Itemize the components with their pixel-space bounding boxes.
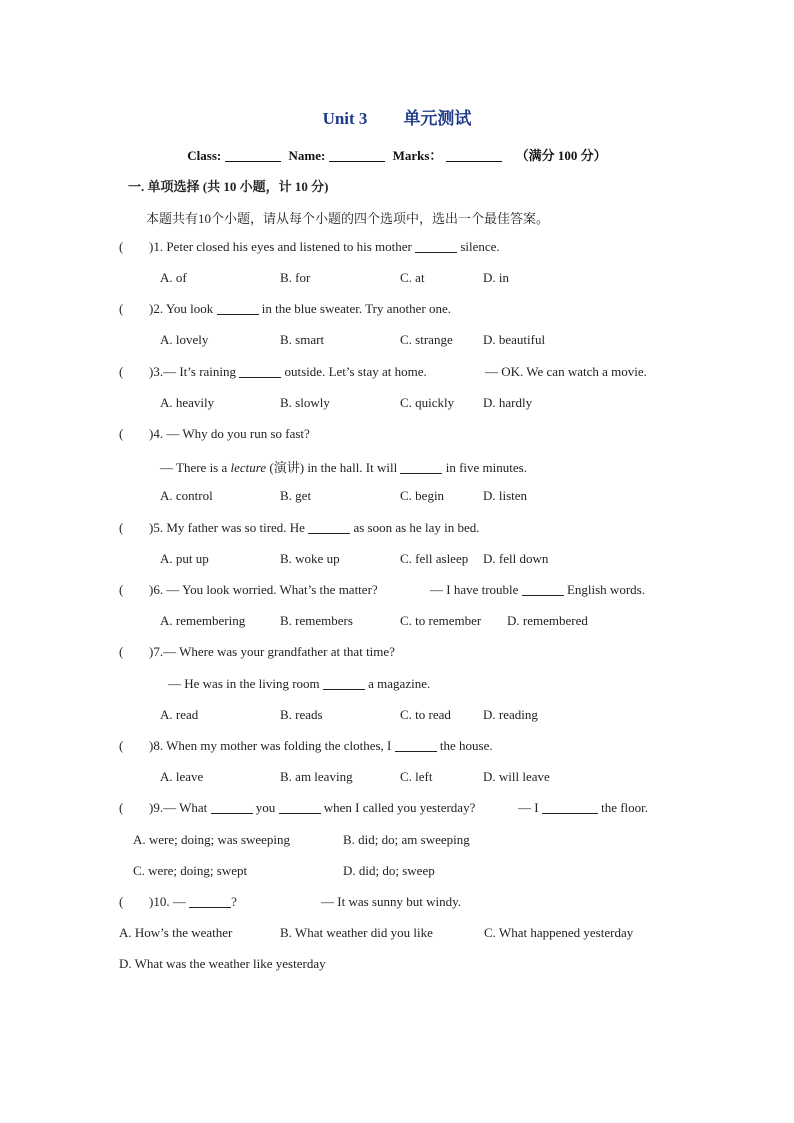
question-text: )5. My father was so tired. He xyxy=(149,520,309,535)
question-4-line-2 xyxy=(160,457,527,476)
answer-blank xyxy=(211,801,253,814)
question-text: )3.— It’s raining xyxy=(149,364,240,379)
question-6-reply xyxy=(430,582,645,598)
question-5 xyxy=(119,520,479,536)
test-name: 单元测试 xyxy=(403,109,472,128)
answer-blank xyxy=(395,739,437,752)
question-reply: — It was sunny but windy. xyxy=(321,894,461,909)
answer-paren[interactable]: ( xyxy=(119,364,124,379)
answer-blank xyxy=(323,677,365,690)
option-b: B. slowly xyxy=(280,395,330,410)
option-d: D. in xyxy=(483,270,509,285)
question-text: — He was in the living room xyxy=(168,676,323,691)
question-2 xyxy=(119,301,451,317)
question-text: )9.— What xyxy=(149,800,211,815)
question-reply: — OK. We can watch a movie. xyxy=(485,364,647,379)
answer-blank xyxy=(308,521,350,534)
answer-blank xyxy=(415,240,457,253)
answer-blank xyxy=(279,801,321,814)
option-c: C. to remember xyxy=(400,613,482,628)
answer-blank xyxy=(522,583,564,596)
question-4 xyxy=(119,426,310,442)
question-1 xyxy=(119,239,500,255)
italic-word: lecture xyxy=(230,460,267,475)
option-d: D. listen xyxy=(483,488,528,503)
option-a: A. put up xyxy=(160,551,209,566)
option-d: D. will leave xyxy=(483,769,550,784)
answer-blank xyxy=(542,801,598,814)
name-label: Name: xyxy=(288,148,326,163)
option-c: C. at xyxy=(400,270,425,285)
question-text: — I have trouble xyxy=(430,582,522,597)
question-text: ? xyxy=(231,894,237,909)
option-a: A. lovely xyxy=(160,332,209,347)
option-c: C. were; doing; swept xyxy=(133,863,248,878)
section-instructions: 本题共有10个小题，请从每个小题的四个选项中，选出一个最佳答案。 xyxy=(146,211,550,226)
option-b: B. smart xyxy=(280,332,325,347)
question-text: )10. — xyxy=(149,894,190,909)
answer-blank xyxy=(189,895,231,908)
question-text: outside. Let’s stay at home. xyxy=(281,364,427,379)
answer-paren[interactable]: ( xyxy=(119,426,124,441)
question-3 xyxy=(119,364,427,380)
question-text: — I xyxy=(518,800,542,815)
question-9 xyxy=(119,800,475,816)
unit-label: Unit 3 xyxy=(322,109,368,128)
option-b: B. am leaving xyxy=(280,769,353,784)
answer-blank xyxy=(239,365,281,378)
page-title xyxy=(0,104,794,129)
marks-label: Marks： xyxy=(392,148,443,163)
option-b: B. did; do; am sweeping xyxy=(343,832,470,847)
question-text: silence. xyxy=(457,239,500,254)
option-a: A. of xyxy=(160,270,187,285)
option-a: A. How’s the weather xyxy=(119,925,233,940)
question-7-line-2 xyxy=(168,676,430,692)
answer-paren[interactable]: ( xyxy=(119,738,124,753)
question-text: )7.— Where was your grandfather at that time? xyxy=(149,644,395,659)
question-text: (演讲) in the hall. It will xyxy=(266,460,401,475)
answer-paren[interactable]: ( xyxy=(119,894,124,909)
option-d: D. fell down xyxy=(483,551,549,566)
answer-paren[interactable]: ( xyxy=(119,582,124,597)
option-d: D. beautiful xyxy=(483,332,546,347)
question-text: the floor. xyxy=(597,800,649,815)
question-text: — There is a xyxy=(160,460,231,475)
option-b: B. woke up xyxy=(280,551,340,566)
question-text: )8. When my mother was folding the clothes, I xyxy=(149,738,395,753)
question-text: in the blue sweater. Try another one. xyxy=(258,301,451,316)
option-a: A. heavily xyxy=(160,395,215,410)
question-text: you xyxy=(252,800,279,815)
question-text: English words. xyxy=(563,582,645,597)
option-c: C. to read xyxy=(400,707,451,722)
option-d: D. remembered xyxy=(507,613,588,628)
option-d: D. hardly xyxy=(483,395,533,410)
option-c: C. strange xyxy=(400,332,453,347)
option-b: B. get xyxy=(280,488,312,503)
option-a: A. control xyxy=(160,488,213,503)
answer-paren[interactable]: ( xyxy=(119,301,124,316)
question-text: )4. — Why do you run so fast? xyxy=(149,426,310,441)
option-c: C. left xyxy=(400,769,433,784)
question-text: )6. — You look worried. What’s the matter? xyxy=(149,582,378,597)
question-text: a magazine. xyxy=(364,676,431,691)
option-b: B. for xyxy=(280,270,311,285)
option-c: C. fell asleep xyxy=(400,551,469,566)
question-text: )2. You look xyxy=(149,301,217,316)
option-b: B. remembers xyxy=(280,613,353,628)
question-7 xyxy=(119,644,395,660)
answer-paren[interactable]: ( xyxy=(119,800,124,815)
option-a: A. leave xyxy=(160,769,204,784)
option-a: A. were; doing; was sweeping xyxy=(133,832,291,847)
question-9-reply xyxy=(518,800,648,816)
option-c: C. begin xyxy=(400,488,445,503)
question-text: as soon as he lay in bed. xyxy=(350,520,480,535)
answer-blank xyxy=(217,302,259,315)
option-b: B. reads xyxy=(280,707,323,722)
answer-paren[interactable]: ( xyxy=(119,520,124,535)
full-score-note: （满分 100 分） xyxy=(515,148,607,163)
class-label: Class: xyxy=(187,148,222,163)
option-a: A. read xyxy=(160,707,199,722)
question-10 xyxy=(119,894,237,910)
answer-paren[interactable]: ( xyxy=(119,239,124,254)
question-6 xyxy=(119,582,378,598)
option-a: A. remembering xyxy=(160,613,246,628)
option-c: C. quickly xyxy=(400,395,455,410)
question-text: the house. xyxy=(436,738,493,753)
option-c: C. What happened yesterday xyxy=(484,925,634,940)
answer-blank xyxy=(400,461,442,474)
question-8 xyxy=(119,738,493,754)
marks-blank[interactable] xyxy=(446,149,502,162)
name-blank[interactable] xyxy=(329,149,385,162)
question-text: )1. Peter closed his eyes and listened to his mother xyxy=(149,239,416,254)
option-b: B. What weather did you like xyxy=(280,925,433,940)
option-d: D. did; do; sweep xyxy=(343,863,435,878)
class-blank[interactable] xyxy=(225,149,281,162)
answer-paren[interactable]: ( xyxy=(119,644,124,659)
question-text: in five minutes. xyxy=(442,460,527,475)
student-info-line xyxy=(0,145,794,164)
section-heading: 一. 单项选择 (共 10 小题，计 10 分) xyxy=(128,179,329,194)
option-d: D. What was the weather like yesterday xyxy=(119,956,326,971)
question-text: when I called you yesterday? xyxy=(320,800,476,815)
option-d: D. reading xyxy=(483,707,538,722)
